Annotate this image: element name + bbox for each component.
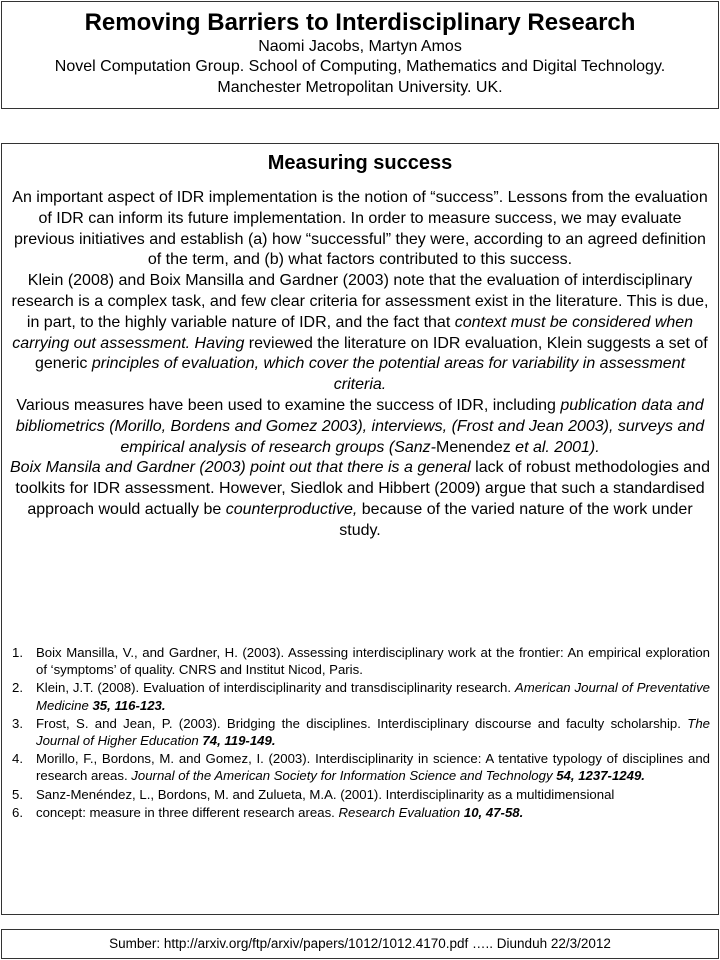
reference-volume: 35, 116-123. (88, 697, 166, 713)
reference-number: 3. (12, 715, 23, 731)
section-title: Measuring success (267, 152, 453, 174)
affiliation-line: Novel Computation Group. School of Computing, Mathematics and Digital Technology. Manchester Metropolitan University. UK. (54, 58, 666, 96)
paragraph-3-italic-2: et al. 2001). (515, 438, 600, 456)
main-panel (1, 143, 719, 915)
section-body (2, 188, 718, 542)
reference-text: Klein, J.T. (2008). Evaluation of interdisciplinarity and transdisciplinarity research. (36, 680, 515, 696)
reference-volume: 54, 1237-1249. (552, 768, 645, 784)
reference-item (12, 715, 710, 749)
poster-title: Removing Barriers to Interdisciplinary Research (84, 9, 636, 36)
reference-text: Frost, S. and Jean, P. (2003). Bridging the disciplines. Interdisciplinary discourse and faculty scholarship. (36, 715, 688, 731)
paragraph-4-italic-2: counterproductive, (225, 500, 358, 518)
reference-item (12, 644, 710, 678)
source-footer (1, 929, 719, 959)
reference-journal: The Journal of Higher Education (36, 715, 710, 749)
source-citation: Sumber: http://arxiv.org/ftp/arxiv/papers/1012/1012.4170.pdf ….. Diunduh 22/3/2012 (109, 936, 611, 951)
paragraph-4-text-2: because of the varied nature of the work under study. (339, 500, 693, 539)
reference-list (2, 644, 718, 822)
paragraph-2 (8, 271, 712, 396)
reference-text: Boix Mansilla, V., and Gardner, H. (2003). Assessing interdisciplinary work at the frontier: An empirical exploration of ‘symptoms’ of quality. CNRS and Institut Nicod, Paris. (36, 645, 710, 678)
header-panel (1, 1, 719, 109)
paragraph-4 (8, 458, 712, 541)
paragraph-3-text-2: Menendez (436, 438, 516, 456)
reference-item (12, 804, 710, 821)
reference-number: 6. (12, 804, 23, 820)
reference-volume: 74, 119-149. (198, 733, 276, 749)
reference-item (12, 679, 710, 713)
paragraph-3 (8, 396, 712, 458)
paragraph-4-text: lack of robust methodologies and toolkits for IDR assessment. However, Siedlok and Hibbert (2009) argue that such a standardised approach would actually be (15, 459, 710, 518)
reference-journal: Research Evaluation (338, 804, 461, 820)
reference-item (12, 786, 710, 803)
paragraph-2-text-2: reviewed the literature on IDR evaluation, Klein suggests a set of generic (34, 334, 708, 373)
reference-text: Sanz-Menéndez, L., Bordons, M. and Zulueta, M.A. (2001). Interdisciplinarity as a multidimensional (36, 786, 615, 802)
paragraph-2-italic-2: principles of evaluation, which cover the potential areas for variability in assessment criteria. (91, 355, 686, 394)
paragraph-4-italic: Boix Mansila and Gardner (2003) point out that there is a general (10, 459, 471, 477)
reference-number: 2. (12, 680, 23, 696)
reference-journal: American Journal of Preventative Medicine (36, 680, 710, 713)
paragraph-1: An important aspect of IDR implementation is the notion of “success”. Lessons from the evaluation of IDR can inform its future implementation. In order to measure success, we may evaluate previous initiatives and establish (a) how “successful” they were, according to an agreed definition of the term, and (b) what factors contributed to this success. (12, 189, 708, 269)
reference-text: Morillo, F., Bordons, M. and Gomez, I. (2003). Interdisciplinarity in science: A tentative typology of disciplines and research areas. (36, 751, 710, 784)
reference-item (12, 750, 710, 784)
reference-number: 1. (12, 645, 23, 660)
reference-number: 5. (12, 786, 23, 802)
reference-number: 4. (12, 751, 23, 767)
paragraph-3-text: Various measures have been used to examine the success of IDR, including (16, 396, 561, 414)
reference-text: concept: measure in three different research areas. (36, 804, 339, 820)
paragraph-2-text: Klein (2008) and Boix Mansilla and Gardner (2003) note that the evaluation of interdisciplinary research is a complex task, and few clear criteria for assessment exist in the literature. This is due, in part, to the highly variable nature of IDR, and the fact that (11, 272, 709, 331)
reference-journal: Journal of the American Society for Information Science and Technology (131, 768, 553, 784)
paragraph-3-italic: publication data and bibliometrics (Morillo, Bordens and Gomez 2003), interviews, (Frost and Jean 2003), surveys and empirical analysis of research groups (Sanz- (15, 396, 705, 456)
reference-volume: 10, 47-58. (460, 804, 524, 820)
authors-line: Naomi Jacobs, Martyn Amos (258, 38, 462, 55)
paragraph-2-italic: context must be considered when carrying out assessment. Having (12, 313, 694, 352)
